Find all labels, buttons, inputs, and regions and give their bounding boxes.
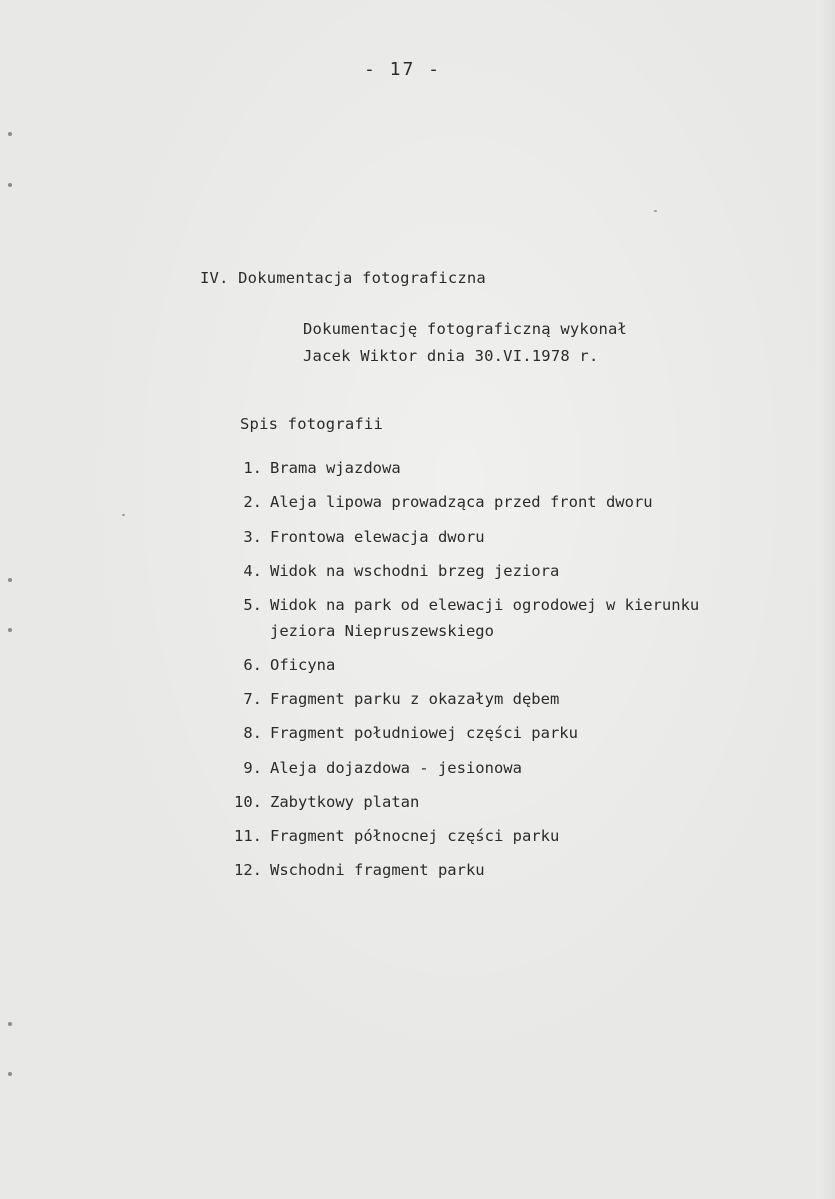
list-item-number: 1. [243,459,262,477]
list-item-number: 11. [234,827,262,845]
paper-speck [122,514,125,516]
list-item-number: 12. [234,861,262,879]
paper-speck [654,210,657,212]
punch-hole-mark [8,1022,12,1026]
list-item-number: 5. [243,596,262,614]
list-item-number: 10. [234,793,262,811]
list-item-text: Widok na wschodni brzeg jeziora [270,562,560,580]
punch-hole-mark [8,1072,12,1076]
punch-hole-mark [8,578,12,582]
list-item-text: Brama wjazdowa [270,459,401,477]
list-item-text: Fragment parku z okazałym dębem [270,690,560,708]
list-item-number: 4. [243,562,262,580]
list-item-number: 8. [243,724,262,742]
list-item-number: 7. [243,690,262,708]
section-intro-line-2: Jacek Wiktor dnia 30.VI.1978 r. [303,347,599,365]
list-item-text: Aleja lipowa prowadząca przed front dworu [270,493,653,511]
list-item-text: Frontowa elewacja dworu [270,528,485,546]
list-item-text: Fragment południowej części parku [270,724,578,742]
photo-list-title: Spis fotografii [240,415,383,433]
list-item-text: Widok na park od elewacji ogrodowej w kierunku [270,596,700,614]
section-heading: IV. Dokumentacja fotograficzna [200,269,486,287]
list-item-text: Wschodni fragment parku [270,861,485,879]
list-item-number: 2. [243,493,262,511]
list-item-number: 9. [243,759,262,777]
punch-hole-mark [8,183,12,187]
list-item-number: 3. [243,528,262,546]
punch-hole-mark [8,132,12,136]
page-number: - 17 - [364,59,442,80]
list-item-text: Zabytkowy platan [270,793,420,811]
list-item-text: Aleja dojazdowa - jesionowa [270,759,522,777]
section-intro-line-1: Dokumentację fotograficzną wykonał [303,320,628,338]
list-item-text: Oficyna [270,656,336,674]
punch-hole-mark [8,628,12,632]
list-item-number: 6. [243,656,262,674]
list-item-text: Fragment północnej części parku [270,827,560,845]
page-edge-shadow [821,0,835,1199]
list-item-text-continuation: jeziora Niepruszewskiego [270,622,494,640]
